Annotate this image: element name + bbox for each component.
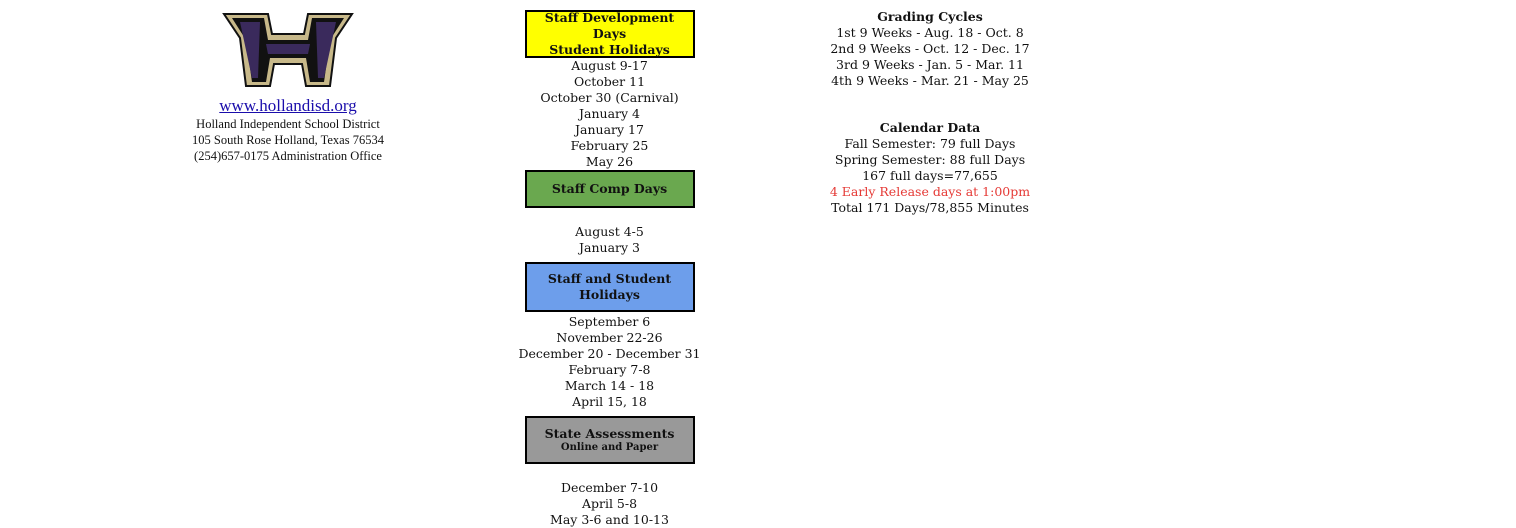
grading-cycle: 2nd 9 Weeks - Oct. 12 - Dec. 17 — [830, 41, 1030, 56]
date-item: August 4-5 — [575, 224, 644, 239]
date-item: February 25 — [570, 138, 649, 153]
district-address: 105 South Rose Holland, Texas 76534 — [192, 133, 384, 147]
legend-title-line: Staff Development Days — [544, 10, 675, 41]
district-info — [168, 12, 408, 164]
date-item: November 22-26 — [556, 330, 663, 345]
legend-title-line: State Assessments — [544, 426, 675, 441]
legend-title-line: Student Holidays — [549, 42, 670, 57]
calendar-summary — [820, 9, 1040, 216]
date-item: April 15, 18 — [572, 394, 647, 409]
date-item: December 20 - December 31 — [518, 346, 701, 361]
legend-box-state-assessments — [525, 416, 695, 464]
holland-h-logo-icon — [222, 12, 354, 90]
date-item: September 6 — [568, 314, 651, 329]
date-item: January 17 — [575, 122, 644, 137]
full-days-total: 167 full days=77,655 — [862, 168, 998, 183]
date-item: October 30 (Carnival) — [540, 90, 679, 105]
district-phone: (254)657-0175 Administration Office — [194, 149, 382, 163]
date-item: April 5-8 — [581, 496, 638, 511]
calendar-legend — [500, 10, 719, 528]
spring-semester: Spring Semester: 88 full Days — [834, 152, 1026, 167]
legend-subtitle: Online and Paper — [560, 442, 659, 453]
legend-title-line: Holidays — [579, 287, 640, 302]
date-item: May 3-6 and 10-13 — [550, 512, 669, 527]
legend-title-line: Staff and Student — [547, 271, 672, 286]
date-item: December 7-10 — [560, 480, 659, 495]
date-item: February 7-8 — [568, 362, 651, 377]
date-item: May 26 — [585, 154, 634, 169]
date-item: March 14 - 18 — [564, 378, 655, 393]
grading-cycle: 4th 9 Weeks - Mar. 21 - May 25 — [831, 73, 1029, 88]
total-days-minutes: Total 171 Days/78,855 Minutes — [831, 200, 1029, 215]
legend-box-staff-comp — [525, 170, 695, 208]
date-item: August 9-17 — [571, 58, 648, 73]
legend-box-holidays — [525, 262, 695, 312]
calendar-data-title: Calendar Data — [879, 120, 981, 135]
date-item: January 4 — [579, 106, 640, 121]
grading-cycle: 1st 9 Weeks - Aug. 18 - Oct. 8 — [836, 25, 1024, 40]
legend-box-staff-development — [525, 10, 695, 58]
grading-title: Grading Cycles — [877, 9, 983, 24]
early-release-days: 4 Early Release days at 1:00pm — [829, 184, 1031, 199]
grading-cycle: 3rd 9 Weeks - Jan. 5 - Mar. 11 — [836, 57, 1024, 72]
legend-title-line: Staff Comp Days — [551, 181, 668, 196]
district-name: Holland Independent School District — [196, 117, 380, 131]
fall-semester: Fall Semester: 79 full Days — [844, 136, 1016, 151]
date-item: October 11 — [573, 74, 646, 89]
date-item: January 3 — [579, 240, 640, 255]
district-website-link[interactable]: www.hollandisd.org — [219, 96, 357, 115]
